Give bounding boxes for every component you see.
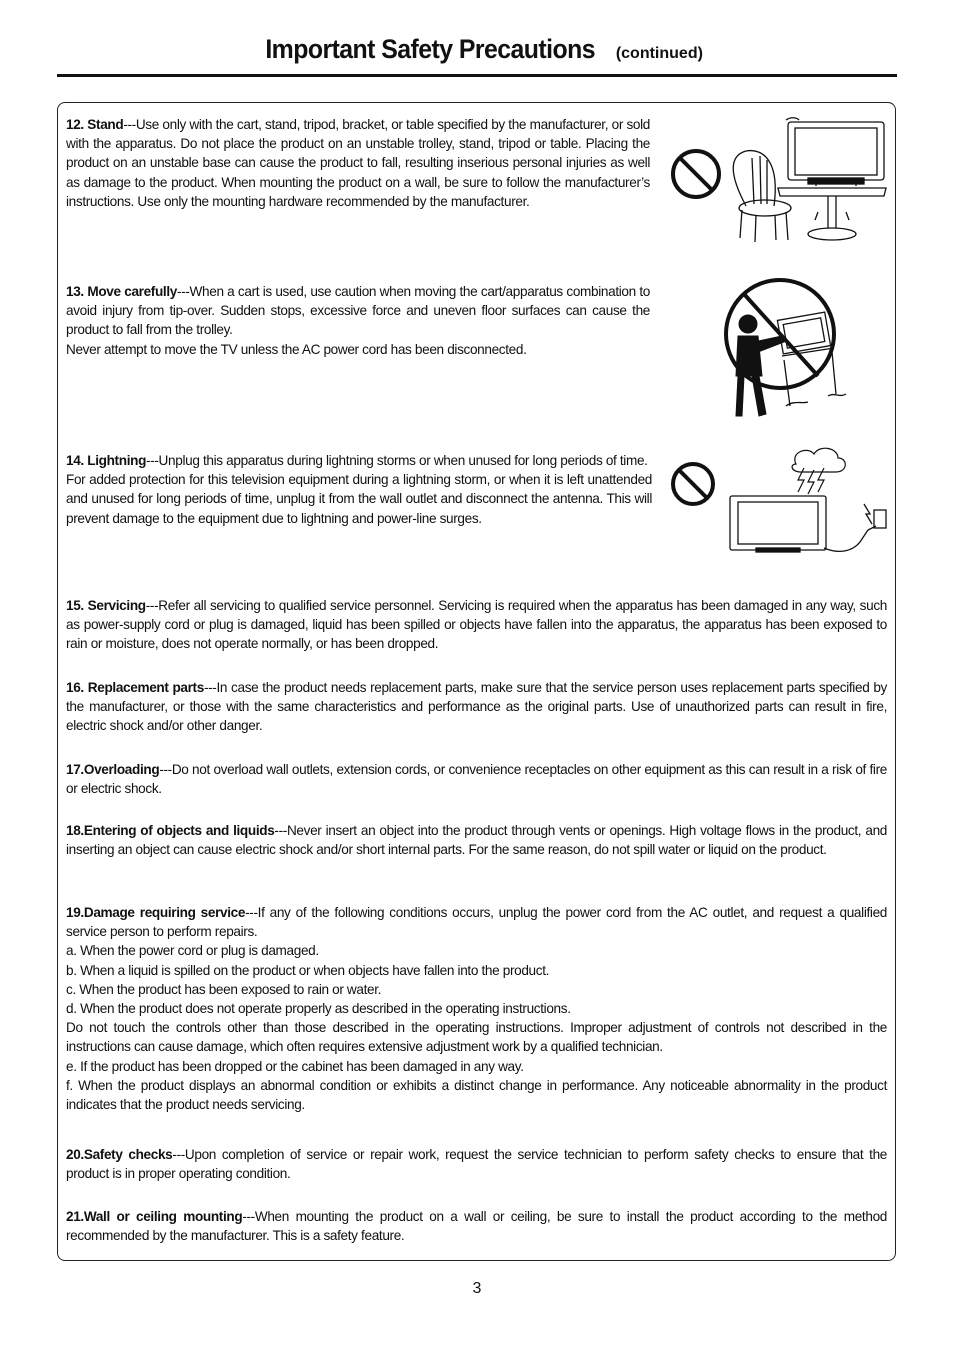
section-19-damage-requiring-service xyxy=(66,903,887,1114)
section-15-text: ---Refer all servicing to qualified service personnel. Servicing is required when the apparatus has been damaged in any way, such as power-supply cord or plug is damaged, liquid has been spilled or objects have fallen into the apparatus, the apparatus has been exposed to rain or moisture, does not operate normally, or has been dropped. xyxy=(66,598,888,652)
section-13-paragraph-2: Never attempt to move the TV unless the AC power cord has been disconnected. xyxy=(66,341,527,357)
unstable-table-illustration xyxy=(668,116,890,246)
tv-icon xyxy=(730,496,826,552)
section-15-heading: 15. Servicing xyxy=(66,598,146,613)
section-16-replacement-parts xyxy=(66,678,887,736)
section-13-text: ---When a cart is used, use caution when moving the cart/apparatus combination to avoid injury from tip-over. Sudden stops, excessive force and uneven floor surfaces can cause the product to fall from the trolley. xyxy=(66,284,650,338)
section-21-heading: 21.Wall or ceiling mounting xyxy=(66,1209,243,1224)
prohibition-icon-2 xyxy=(726,280,834,388)
section-18-heading: 18.Entering of objects and liquids xyxy=(66,823,275,838)
section-17-paragraph xyxy=(66,760,887,798)
section-17-heading: 17.Overloading xyxy=(66,762,160,777)
section-14-text: ---Unplug this apparatus during lightning storms or when unused for long periods of time. xyxy=(146,453,648,468)
page-number: 3 xyxy=(472,1280,482,1297)
section-19-paragraph xyxy=(66,903,887,941)
section-17-text: ---Do not overload wall outlets, extension cords, or convenience receptacles on other equipment as this can result in a risk of fire or electric shock. xyxy=(66,762,887,797)
prohibition-icon-3 xyxy=(673,464,713,504)
cloud-lightning-icon xyxy=(792,448,845,494)
section-19-text: ---If any of the following conditions occurs, unplug the power cord from the AC outlet, and request a qualified service person to perform repairs. xyxy=(66,905,888,940)
section-20-heading: 20.Safety checks xyxy=(66,1147,173,1162)
section-14-heading: 14. Lightning xyxy=(66,453,147,468)
cart-tv-icon xyxy=(777,312,846,406)
section-14-lightning xyxy=(66,451,652,528)
section-20-text: ---Upon completion of service or repair work, request the service technician to perform safety checks to ensure that the product is in proper operating condition. xyxy=(66,1147,887,1182)
table-tv-icon xyxy=(778,118,886,240)
section-19-item-a: a. When the power cord or plug is damaged. xyxy=(66,943,319,959)
section-21-text: ---When mounting the product on a wall or ceiling, be sure to install the product according to the method recommended by the manufacturer. This is a safety feature. xyxy=(66,1209,887,1244)
section-16-text: ---In case the product needs replacement parts, make sure that the service person uses replacement parts specified by the manufacturer, or those with the same characteristics and performance as the original parts. Use of unauthorized parts can result in fire, electric shock and/or other danger. xyxy=(66,680,887,734)
section-12-stand xyxy=(66,115,650,211)
section-20-safety-checks xyxy=(66,1145,887,1183)
section-12-text: ---Use only with the cart, stand, tripod, bracket, or table specified by the manufacturer, or sold with the apparatus. Do not place the product on an unstable trolley, stand, tripod or table. Placing the product on an unstable base can cause the product to fall, resulting inserious personal injuries as well as damage to the product. When mounting the product on a wall, be sure to follow the manufacturer’s instructions. Use only the mounting hardware recommended by the manufacturer. xyxy=(66,117,650,209)
title-rule xyxy=(57,74,897,77)
section-18-entering-objects xyxy=(66,821,887,859)
page-title xyxy=(0,34,954,65)
section-18-paragraph xyxy=(66,821,887,859)
section-16-paragraph xyxy=(66,678,887,736)
section-17-overloading xyxy=(66,760,887,798)
prohibition-icon xyxy=(673,151,719,197)
moving-cart-illustration xyxy=(724,276,854,422)
section-13-paragraph xyxy=(66,282,650,340)
lightning-illustration xyxy=(668,444,892,558)
section-20-paragraph xyxy=(66,1145,887,1183)
section-19-item-d: d. When the product does not operate properly as described in the operating instructions. xyxy=(66,1001,571,1017)
section-12-paragraph xyxy=(66,115,650,211)
section-21-wall-ceiling-mounting xyxy=(66,1207,887,1245)
section-19-item-f: f. When the product displays an abnormal condition or exhibits a distinct change in performance. Any noticeable abnormality in the product indicates that the product needs servicing. xyxy=(66,1077,887,1113)
section-19-item-c: c. When the product has been exposed to rain or water. xyxy=(66,981,382,997)
page-title-continued: (continued) xyxy=(615,45,703,62)
section-12-heading: 12. Stand xyxy=(66,117,124,132)
section-14-paragraph-2: For added protection for this television equipment during a lightning storm, or when it is left unattended and unused for long periods of time, unplug it from the wall outlet and disconnect the antenna. This will prevent damage to the equipment due to lightning and power-line surges. xyxy=(66,472,652,526)
page-title-text: Important Safety Precautions xyxy=(265,34,596,64)
section-15-paragraph xyxy=(66,596,887,654)
section-13-move-carefully xyxy=(66,282,650,359)
section-19-heading: 19.Damage requiring service xyxy=(66,905,246,920)
section-18-text: ---Never insert an object into the product through vents or openings. High voltage flows in the product, and inserting an object can cause electric shock and/or short internal parts. For the same reason, do not spill water or liquid on the product. xyxy=(66,823,887,858)
section-14-paragraph xyxy=(66,451,652,470)
section-21-paragraph xyxy=(66,1207,887,1245)
section-16-heading: 16. Replacement parts xyxy=(66,680,204,695)
section-13-heading: 13. Move carefully xyxy=(66,284,178,299)
section-19-item-b: b. When a liquid is spilled on the product or when objects have fallen into the product. xyxy=(66,962,550,978)
section-19-item-e: e. If the product has been dropped or the cabinet has been damaged in any way. xyxy=(66,1058,524,1074)
section-15-servicing xyxy=(66,596,887,654)
power-cord-plug-icon xyxy=(824,504,886,551)
section-19-note: Do not touch the controls other than those described in the operating instructions. Improper adjustment of controls not described in the instructions can cause damage, which often requires extensive adjustment work by a qualified technician. xyxy=(66,1020,887,1055)
